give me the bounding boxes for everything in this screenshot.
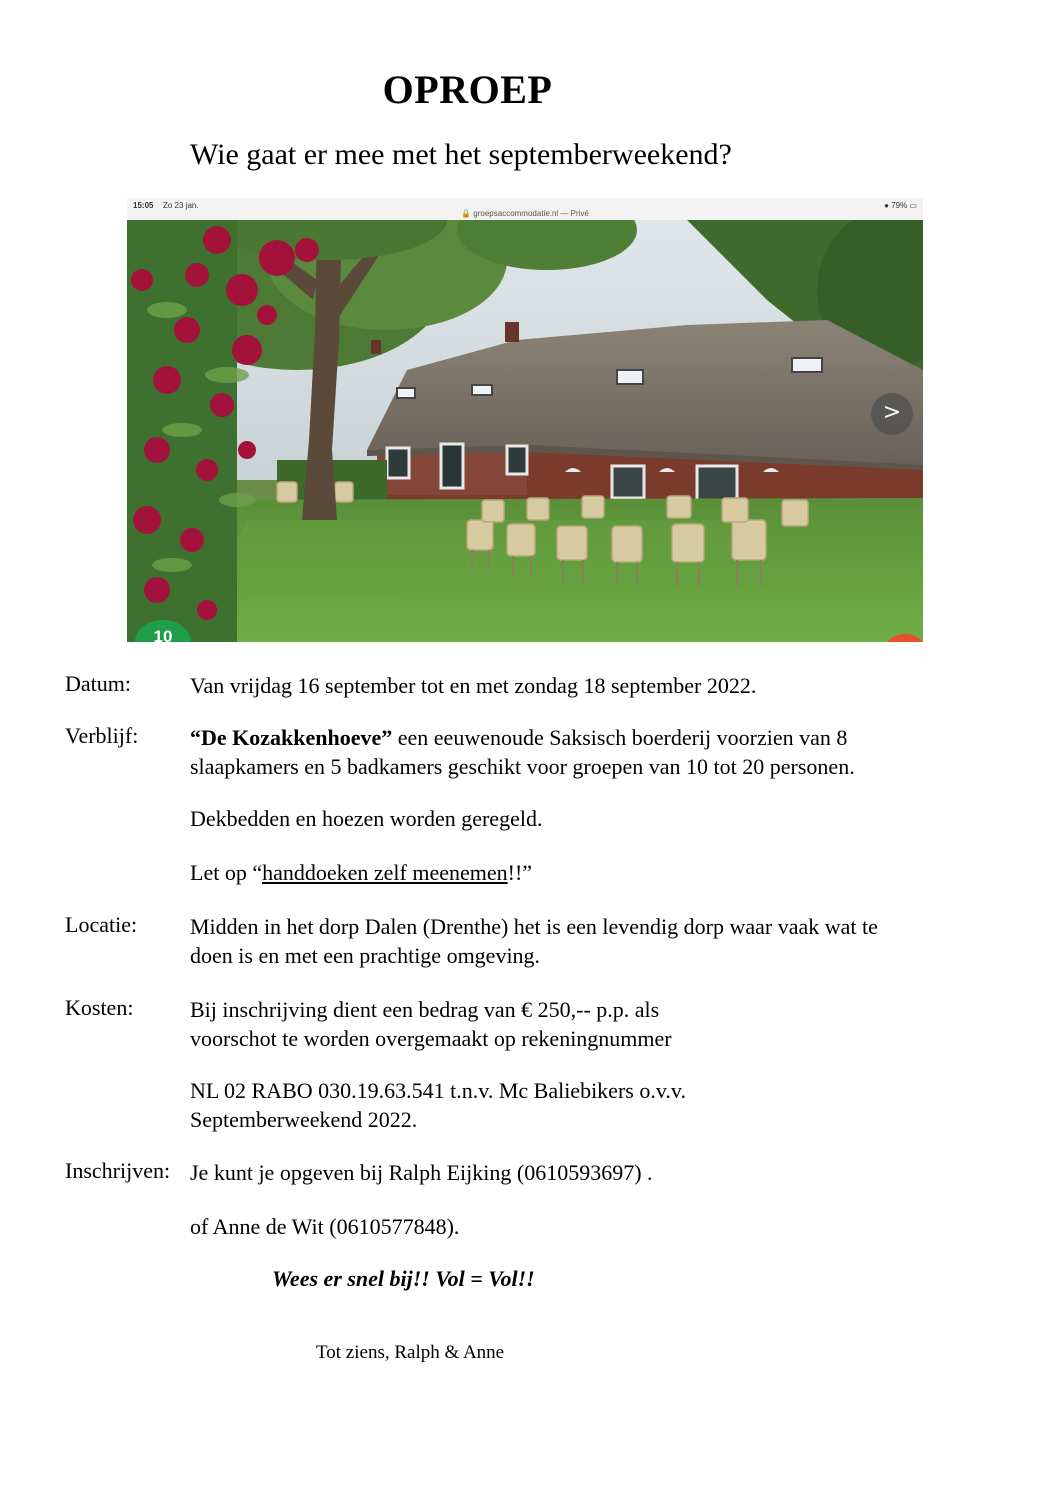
inschrijven-label: Inschrijven: — [65, 1158, 171, 1183]
kosten-value — [190, 995, 1010, 1053]
photo-count-badge: 10 — [135, 620, 191, 642]
battery-indicator: ● 79% ▭ — [884, 201, 917, 210]
kosten-label: Kosten: — [65, 995, 134, 1020]
datum-value: Van vrijdag 16 september tot en met zondag 18 september 2022. — [190, 673, 757, 698]
locatie-line1: Midden in het dorp Dalen (Drenthe) het is een levendig dorp waar vaak wat te — [190, 914, 878, 939]
towels-pre: Let op “ — [190, 860, 263, 885]
locatie-line2: doen is en met een prachtige omgeving. — [190, 943, 541, 968]
accommodation-name: “De Kozakkenhoeve” — [190, 725, 393, 750]
kosten-line2: voorschot te worden overgemaakt op rekeningnummer — [190, 1026, 672, 1051]
next-photo-button[interactable]: > — [871, 393, 913, 435]
status-date: Zo 23 jan. — [163, 201, 199, 210]
device-status-bar — [127, 198, 923, 220]
datum-label: Datum: — [65, 671, 131, 696]
kosten-line3: NL 02 RABO 030.19.63.541 t.n.v. Mc Baliebikers o.v.v. — [190, 1078, 686, 1103]
farmhouse-scene — [127, 220, 923, 642]
verblijf-line2: slaapkamers en 5 badkamers geschikt voor groepen van 10 tot 20 personen. — [190, 754, 855, 779]
inschrijven-line2: of Anne de Wit (0610577848). — [190, 1214, 460, 1239]
page-title: OPROEP — [382, 67, 553, 112]
locatie-value — [190, 912, 1010, 970]
browser-url: 🔒 groepsaccommodatie.nl — Privé — [461, 209, 589, 218]
verblijf-line1: een eeuwenoude Saksisch boerderij voorzien van 8 — [392, 725, 848, 750]
towels-underlined: handdoeken zelf meenemen — [262, 860, 508, 885]
verblijf-value — [190, 723, 1010, 781]
bank-account — [190, 1076, 1010, 1134]
page-subtitle: Wie gaat er mee met het septemberweekend? — [190, 138, 732, 171]
signoff: Tot ziens, Ralph & Anne — [316, 1342, 505, 1363]
kosten-line1: Bij inschrijving dient een bedrag van € 250,-- p.p. als — [190, 997, 660, 1022]
verblijf-note-bedding: Dekbedden en hoezen worden geregeld. — [190, 806, 543, 831]
locatie-label: Locatie: — [65, 912, 138, 937]
status-time: 15:05 — [133, 201, 154, 210]
towels-post: !!” — [507, 860, 533, 885]
verblijf-label: Verblijf: — [65, 723, 139, 748]
inschrijven-line1: Je kunt je opgeven bij Ralph Eijking (0610593697) . — [190, 1160, 653, 1185]
verblijf-note-towels — [190, 858, 1010, 887]
farmhouse-photo — [127, 198, 923, 642]
kosten-line4: Septemberweekend 2022. — [190, 1107, 418, 1132]
slogan: Wees er snel bij!! Vol = Vol!! — [272, 1266, 535, 1291]
